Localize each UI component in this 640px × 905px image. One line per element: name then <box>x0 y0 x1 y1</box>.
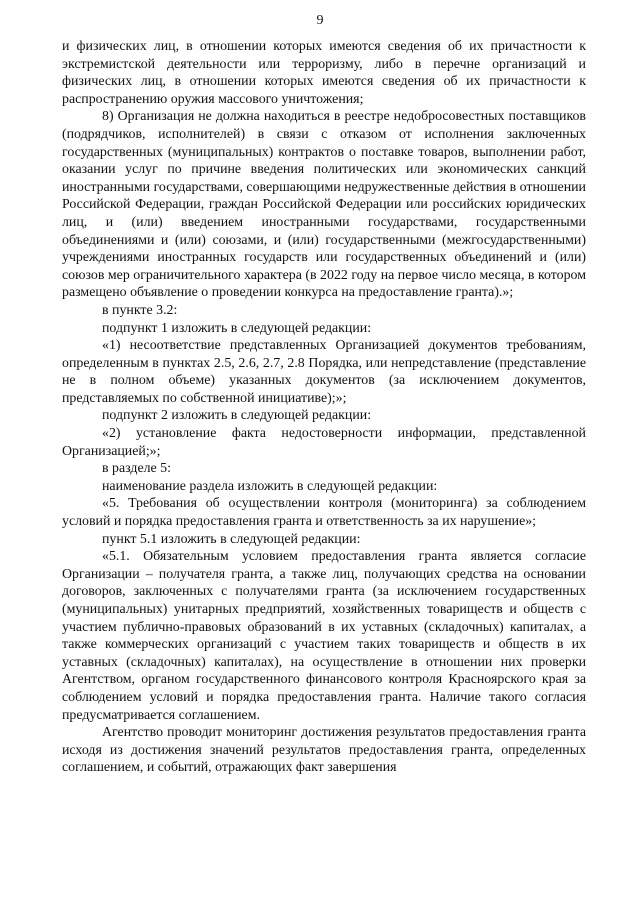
document-body <box>62 38 586 777</box>
page-number: 9 <box>316 13 324 28</box>
paragraph-clause-3-2: в пункте 3.2: <box>102 302 178 318</box>
paragraph-clause-5-1: «5.1. Обязательным условием предоставления гранта является согласие Организации – получателя гранта, а также лиц, получающих средства на основании договоров, заключенных с получателями гранта (за исключением государственных (муниципальных) унитарных предприятий, хозяйственных товариществ и обществ с участием публично-правовых образований в их уставных (складочных) капиталах, а также коммерческих организаций с участием таких товариществ и обществ в их уставных (складочных) капиталах), на осуществление в отношении них проверки Агентством, органом государственного финансового контроля Красноярского края за соблюдением условий и порядка предоставления гранта. Наличие такого согласия предусматривается соглашением. <box>62 549 586 723</box>
paragraph-subclause-2-heading: подпункт 2 изложить в следующей редакции: <box>102 408 372 424</box>
paragraph-subclause-2: «2) установление факта недостоверности информации, представленной Организацией;»; <box>62 426 586 459</box>
paragraph-section-title: «5. Требования об осуществлении контроля (мониторинга) за соблюдением условий и порядка предоставления гранта и ответственность за их нарушение»; <box>62 496 586 530</box>
paragraph-continuation: и физических лиц, в отношении которых имеются сведения об их причастности к экстремистской деятельности или терроризму, либо в перечне организаций и физических лиц, в отношении которых имеются сведения об их причастности к распространению оружия массового уничтожения; <box>62 39 586 107</box>
paragraph-subclause-1: «1) несоответствие представленных Организацией документов требованиям, определенным в пунктах 2.5, 2.6, 2.7, 2.8 Порядка, или непредставление (представление не в полном объеме) указанных документов (за исключением документов, представляемых по собственной инициативе);»; <box>62 338 586 406</box>
paragraph-subclause-1-heading: подпункт 1 изложить в следующей редакции: <box>102 320 372 336</box>
paragraph-section-5: в разделе 5: <box>102 461 171 477</box>
paragraph-monitoring: Агентство проводит мониторинг достижения результатов предоставления гранта исходя из достижения значений результатов предоставления гранта, определенных соглашением, и событий, отражающих факт завершения <box>62 725 586 776</box>
paragraph-clause-5-1-heading: пункт 5.1 изложить в следующей редакции: <box>102 531 361 547</box>
paragraph-item-8: 8) Организация не должна находиться в реестре недобросовестных поставщиков (подрядчиков, исполнителей) в связи с отказом от исполнения заключенных государственных (муниципальных) контрактов о поставке товаров, выполнении работ, оказании услуг по причине введения политических или экономических санкций иностранными государствами, совершающими недружественные действия в отношении Российской Федерации, граждан Российской Федерации или российских юридических лиц, и (или) введением иностранными государствами, государственными объединениями и (или) союзами, и (или) государственными (межгосударственными) учреждениями иностранных государств или государственных объединений и (или) союзов мер ограничительного характера (в 2022 году на первое число месяца, в котором размещено объявление о проведении конкурса на предоставление гранта).»; <box>62 109 586 301</box>
paragraph-section-title-heading: наименование раздела изложить в следующей редакции: <box>102 478 438 494</box>
